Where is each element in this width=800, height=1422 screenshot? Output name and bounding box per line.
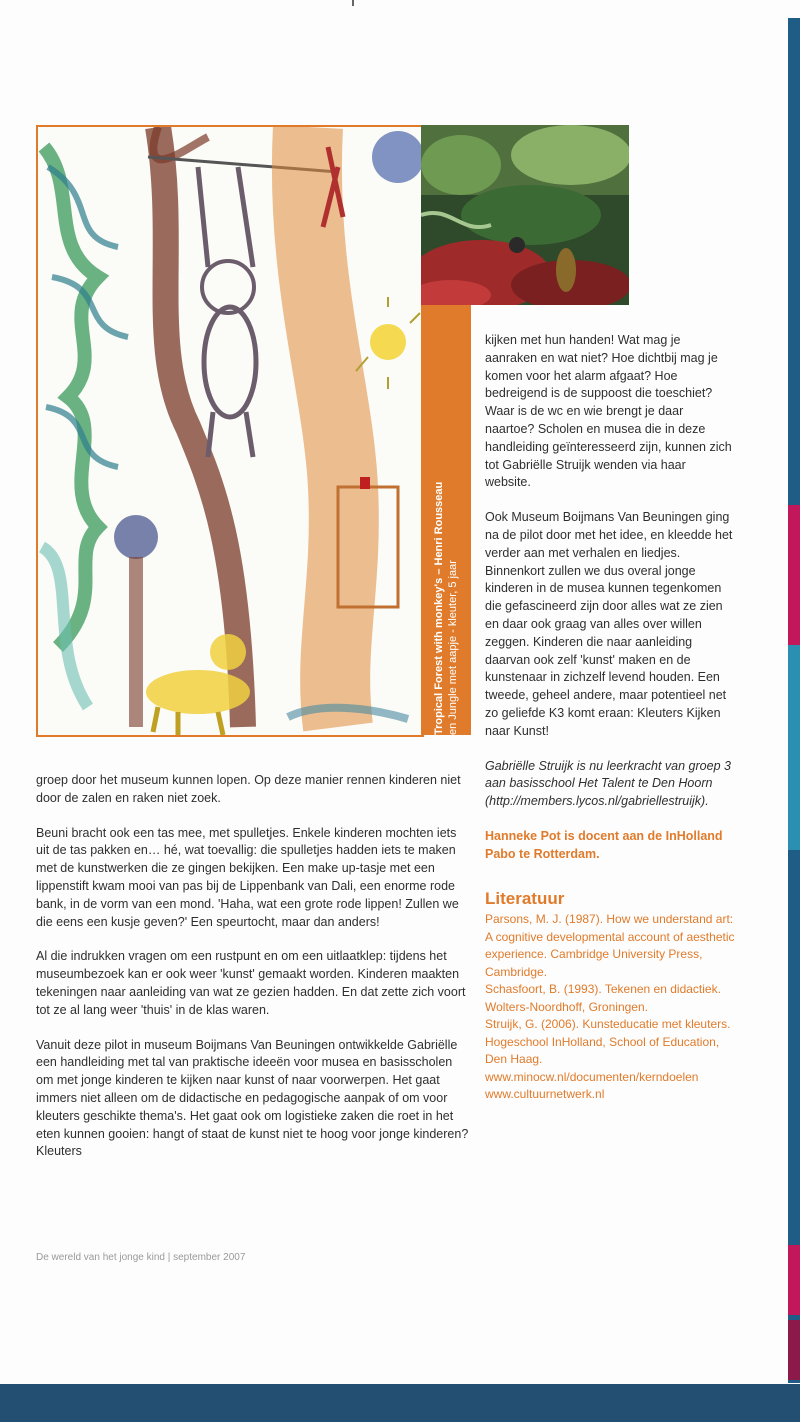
- right-paragraph-2: Ook Museum Boijmans Van Beuningen ging na de pilot door met het idee, en kleedde het verder aan met verhalen en liedjes. Binnenkort zullen we dus overal jonge kinderen in de musea kunnen tegenkomen die gefascineerd zijn door alles wat ze zien en daar ook graag van alles over willen zeggen. Kinderen die naar aanleiding daarvan ook zelf 'kunst' maken en de kunstenaar in zichzelf levend houden. Een tweede, geheel andere, maar potentieel net zo geliefde K3 komt eraan: Kleuters Kijken naar Kunst!: [485, 510, 733, 738]
- literature-title: Literatuur: [485, 888, 565, 908]
- rousseau-painting: [421, 125, 629, 305]
- edge-segment-dark: [788, 1320, 800, 1380]
- left-paragraph-2: Beuni bracht ook een tas mee, met spulletjes. Enkele kinderen mochten iets uit de tas pakken en… hé, wat toevallig: die spulletjes hadden iets te maken met de kunstwerken die ze gingen bekijken. Een make up-tasje met een lippenstift kwam mooi van pas bij de Lippenbank van Dali, een enorme rode bank, in de vorm van een mond. 'Haha, wat een grote rode lippen! Zullen we die eens een kusje geven?' Een speurtocht, maar dan anders!: [36, 825, 459, 929]
- literature-item: Struijk, G. (2006). Kunsteducatie met kleuters. Hogeschool InHolland, School of Education, Den Haag.: [485, 1017, 731, 1067]
- left-paragraph-1: groep door het museum kunnen lopen. Op deze manier rennen kinderen niet door de zalen en raken niet zoek.: [36, 773, 461, 805]
- jungle-drawing-illustration: [38, 127, 422, 735]
- caption-line-2: en Jungle met aapje - kleuter, 5 jaar: [447, 560, 459, 735]
- page-footer-ghost: [36, 1316, 276, 1322]
- edge-segment-magenta-lower: [788, 1245, 800, 1315]
- left-column: [36, 772, 472, 1178]
- literature-item: Schasfoort, B. (1993). Tekenen en didactiek. Wolters-Noordhoff, Groningen.: [485, 982, 721, 1014]
- jungle-painting-image: [421, 125, 629, 305]
- page-footer: De wereld van het jonge kind | september 2007: [36, 1252, 246, 1263]
- figure-caption: [432, 305, 460, 735]
- bio-note: Gabriëlle Struijk is nu leerkracht van groep 3 aan basisschool Het Talent te Den Hoorn (http://members.lycos.nl/gabriellestruijk).: [485, 758, 731, 809]
- edge-segment-teal: [788, 645, 800, 850]
- right-paragraph-1: kijken met hun handen! Wat mag je aanraken en wat niet? Hoe dichtbij mag je komen voor het alarm afgaat? Hoe bedreigend is de suppoost die toeschiet? Waar is de wc en wie brengt je daar naartoe? Scholen en musea die in deze handleiding geïnteresseerd zijn, kunnen zich tot Gabriëlle Struijk wenden via haar website.: [485, 333, 732, 490]
- left-paragraph-3: Al die indrukken vragen om een rustpunt en om een uitlaatklep: tijdens het museumbezoek kan er ook weer 'kunst' gemaakt worden. Kinderen maakten tekeningen naar aanleiding van wat ze gezien hadden. En dat zette zich voort tot ze al lang weer 'thuis' in de klas waren.: [36, 949, 466, 1017]
- edge-segment-magenta: [788, 505, 800, 645]
- literature-link[interactable]: www.cultuurnetwerk.nl: [485, 1087, 605, 1102]
- literature-list: [485, 911, 735, 1104]
- caption-line-1: Tropical Forest with monkey's – Henri Rousseau: [433, 481, 445, 735]
- bottom-bar: [0, 1384, 800, 1422]
- right-column: [485, 332, 735, 1104]
- literature-item: Parsons, M. J. (1987). How we understand art: A cognitive developmental account of aesthetic experience. Cambridge University Press, Cambridge.: [485, 912, 735, 979]
- child-drawing: [36, 125, 424, 737]
- author-note: Hanneke Pot is docent aan de InHolland Pabo te Rotterdam.: [485, 828, 723, 861]
- page-mark: [352, 0, 354, 6]
- left-paragraph-4: Vanuit deze pilot in museum Boijmans Van Beuningen ontwikkelde Gabriëlle een handleiding met tal van praktische ideeën voor musea en basisscholen om met jonge kinderen te kijken naar kunst of naar voorwerpen. Het gaat immers niet alleen om de didactische en pedagogische aanpak of om voor kleuters geschikte thema's. Het gaat ook om logistieke zaken die roet in het eten kunnen gooien: hangt of staat de kunst niet te hoog voor jonge kinderen? Kleuters: [36, 1037, 469, 1159]
- literature-link[interactable]: www.minocw.nl/documenten/kerndoelen: [485, 1069, 699, 1084]
